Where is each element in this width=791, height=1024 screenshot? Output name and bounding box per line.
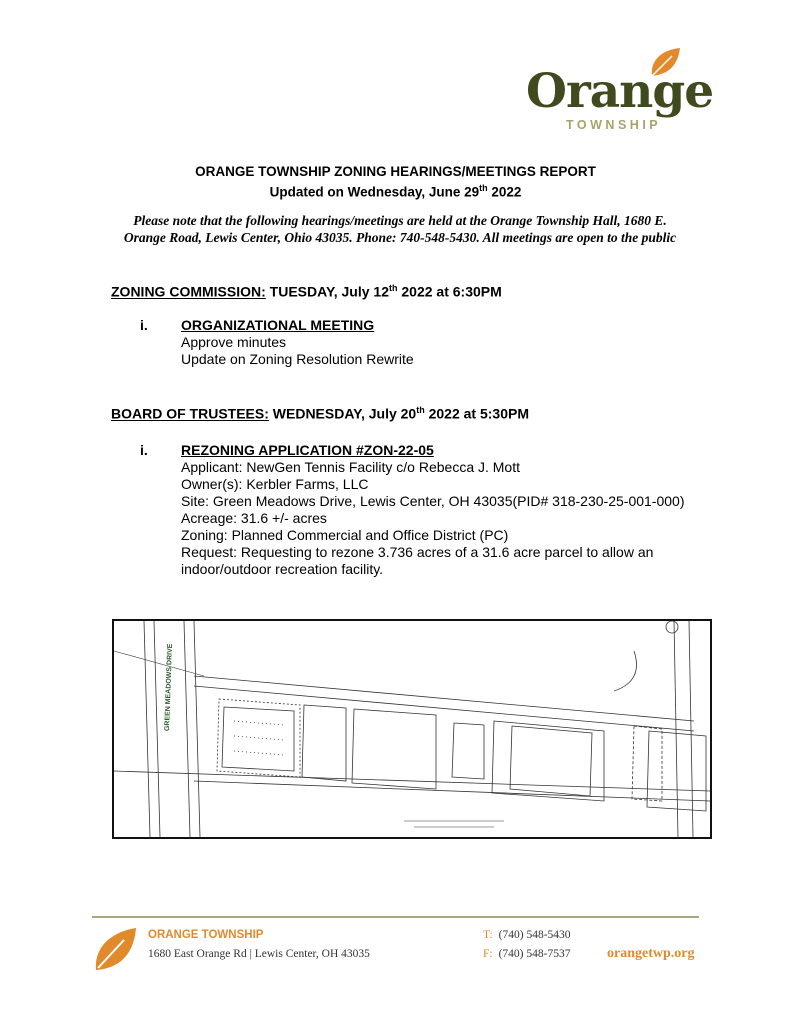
- item-line: Update on Zoning Resolution Rewrite: [181, 351, 414, 367]
- location-note: [100, 212, 700, 246]
- item-line: Request: Requesting to rezone 3.736 acres of a 31.6 acre parcel to allow an indoor/outdoor recreation facility.: [181, 544, 654, 577]
- footer-rule: [92, 916, 699, 918]
- board-of-trustees-heading: BOARD OF TRUSTEES: WEDNESDAY, July 20th 2022 at 5:30PM: [111, 405, 530, 422]
- footer-name: ORANGE TOWNSHIP: [148, 929, 264, 941]
- note-line: Orange Road, Lewis Center, Ohio 43035. Phone: 740-548-5430. All meetings are open to the public: [123, 230, 677, 245]
- zoning-commission-heading: ZONING COMMISSION: TUESDAY, July 12th 2022 at 6:30PM: [111, 283, 502, 300]
- item-line: Acreage: 31.6 +/- acres: [181, 510, 327, 526]
- item-heading: ORGANIZATIONAL MEETING: [181, 317, 375, 333]
- item-line: Zoning: Planned Commercial and Office District (PC): [181, 527, 509, 543]
- footer-fax: F: (740) 548-7537: [483, 948, 571, 960]
- footer-website-link[interactable]: orangetwp.org: [607, 946, 695, 961]
- item-line: Owner(s): Kerbler Farms, LLC: [181, 476, 369, 492]
- item-line: Approve minutes: [181, 334, 287, 350]
- item-heading: REZONING APPLICATION #ZON-22-05: [181, 442, 434, 458]
- logo-sub: TOWNSHIP: [566, 118, 662, 132]
- report-title: [0, 163, 791, 201]
- orange-township-logo: [526, 46, 716, 136]
- logo-word: Orange: [526, 64, 714, 119]
- title-text: ORANGE TOWNSHIP ZONING HEARINGS/MEETINGS REPORT: [195, 164, 596, 179]
- item-line: Applicant: NewGen Tennis Facility c/o Rebecca J. Mott: [181, 459, 521, 475]
- item-number: i.: [140, 317, 148, 333]
- updated-date: Updated on Wednesday, June 29th 2022: [269, 183, 522, 200]
- note-line: Please note that the following hearings/meetings are held at the Orange Township Hall, 1680 E.: [133, 213, 667, 228]
- footer-leaf-icon: [94, 926, 138, 972]
- street-label: GREEN MEADOWS DRIVE: [164, 643, 175, 732]
- footer-phone: T: (740) 548-5430: [483, 929, 571, 941]
- item-line: Site: Green Meadows Drive, Lewis Center, OH 43035(PID# 318-230-25-001-000): [181, 493, 685, 509]
- site-plan-drawing: [112, 619, 712, 839]
- item-number: i.: [140, 442, 148, 458]
- footer-address: 1680 East Orange Rd | Lewis Center, OH 43035: [148, 948, 370, 960]
